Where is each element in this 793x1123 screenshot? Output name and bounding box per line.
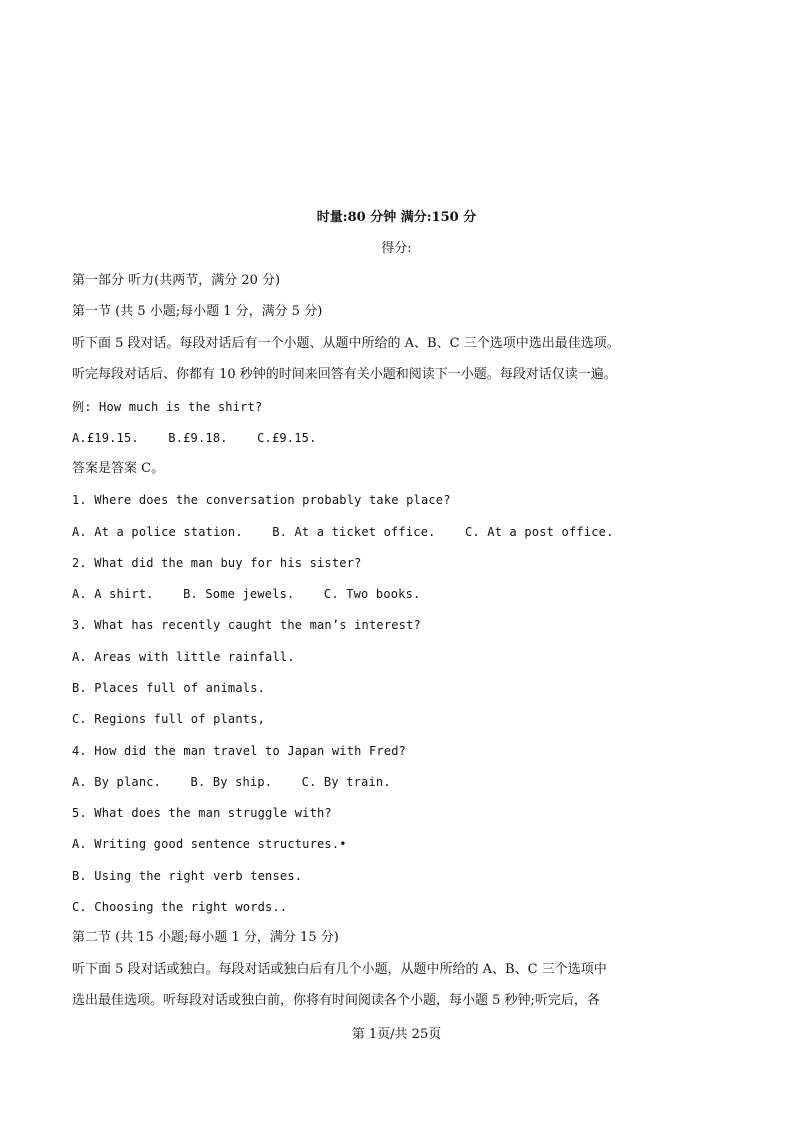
q3-option-a: A. Areas with little rainfall.: [72, 650, 295, 664]
section1-title: 第一节 (共 5 小题;每小题 1 分，满分 5 分): [72, 304, 323, 319]
q3-option-b: B. Places full of animals.: [72, 681, 266, 695]
instruction-line-1: 听下面 5 段对话。每段对话后有一个小题、从题中所给的 A、B、C 三个选项中选出最佳选项。: [72, 336, 620, 351]
q5-option-a: A. Writing good sentence structures.•: [72, 837, 347, 851]
q4-option-c: C. By train.: [301, 775, 391, 789]
question-2: 2. What did the man buy for his sister?: [72, 556, 362, 570]
q1-option-a: A. At a police station.: [72, 525, 243, 539]
example-option-c: C.£9.15.: [257, 431, 317, 445]
example-option-a: A.£19.15.: [72, 431, 139, 445]
question-4-options: [72, 773, 391, 791]
example-question: 例: How much is the shirt?: [72, 400, 263, 414]
question-1: 1. Where does the conversation probably take place?: [72, 493, 451, 507]
q4-option-a: A. By planc.: [72, 775, 162, 789]
q2-option-b: B. Some jewels.: [183, 587, 295, 601]
instruction-line-4: 选出最佳选项。听每段对话或独白前，你将有时间阅读各个小题，每小题 5 秒钟;听完后，各: [72, 993, 600, 1008]
instruction-line-3: 听下面 5 段对话或独白。每段对话或独白后有几个小题，从题中所给的 A、B、C 三个选项中: [72, 962, 607, 977]
example-answer: 答案是答案 C。: [72, 461, 165, 476]
instruction-line-2: 听完每段对话后、你都有 10 秒钟的时间来回答有关小题和阅读下一小题。每段对话仅读一遍。: [72, 367, 617, 382]
time-score-header: 时量:80 分钟 满分:150 分: [316, 210, 477, 225]
section2-title: 第二节 (共 15 小题;每小题 1 分，满分 15 分): [72, 930, 339, 945]
example-options: [72, 429, 317, 447]
q2-option-a: A. A shirt.: [72, 587, 154, 601]
q2-option-c: C. Two books.: [323, 587, 421, 601]
question-3: 3. What has recently caught the man’s interest?: [72, 618, 421, 632]
q4-option-b: B. By ship.: [190, 775, 273, 789]
q5-option-b: B. Using the right verb tenses.: [72, 869, 303, 883]
q1-option-c: C. At a post office.: [465, 525, 614, 539]
question-2-options: [72, 585, 420, 603]
q1-option-b: B. At a ticket office.: [272, 525, 436, 539]
part1-title: 第一部分 听力(共两节，满分 20 分): [72, 273, 281, 288]
question-1-options: [72, 523, 614, 541]
q5-option-c: C. Choosing the right words..: [72, 900, 288, 914]
score-label: 得分:: [381, 241, 412, 256]
page-number: 第 1页/共 25页: [351, 1027, 442, 1042]
question-4: 4. How did the man travel to Japan with Fred?: [72, 744, 407, 758]
question-5: 5. What does the man struggle with?: [72, 806, 332, 820]
q3-option-c: C. Regions full of plants,: [72, 712, 266, 726]
example-option-b: B.£9.18.: [168, 431, 228, 445]
